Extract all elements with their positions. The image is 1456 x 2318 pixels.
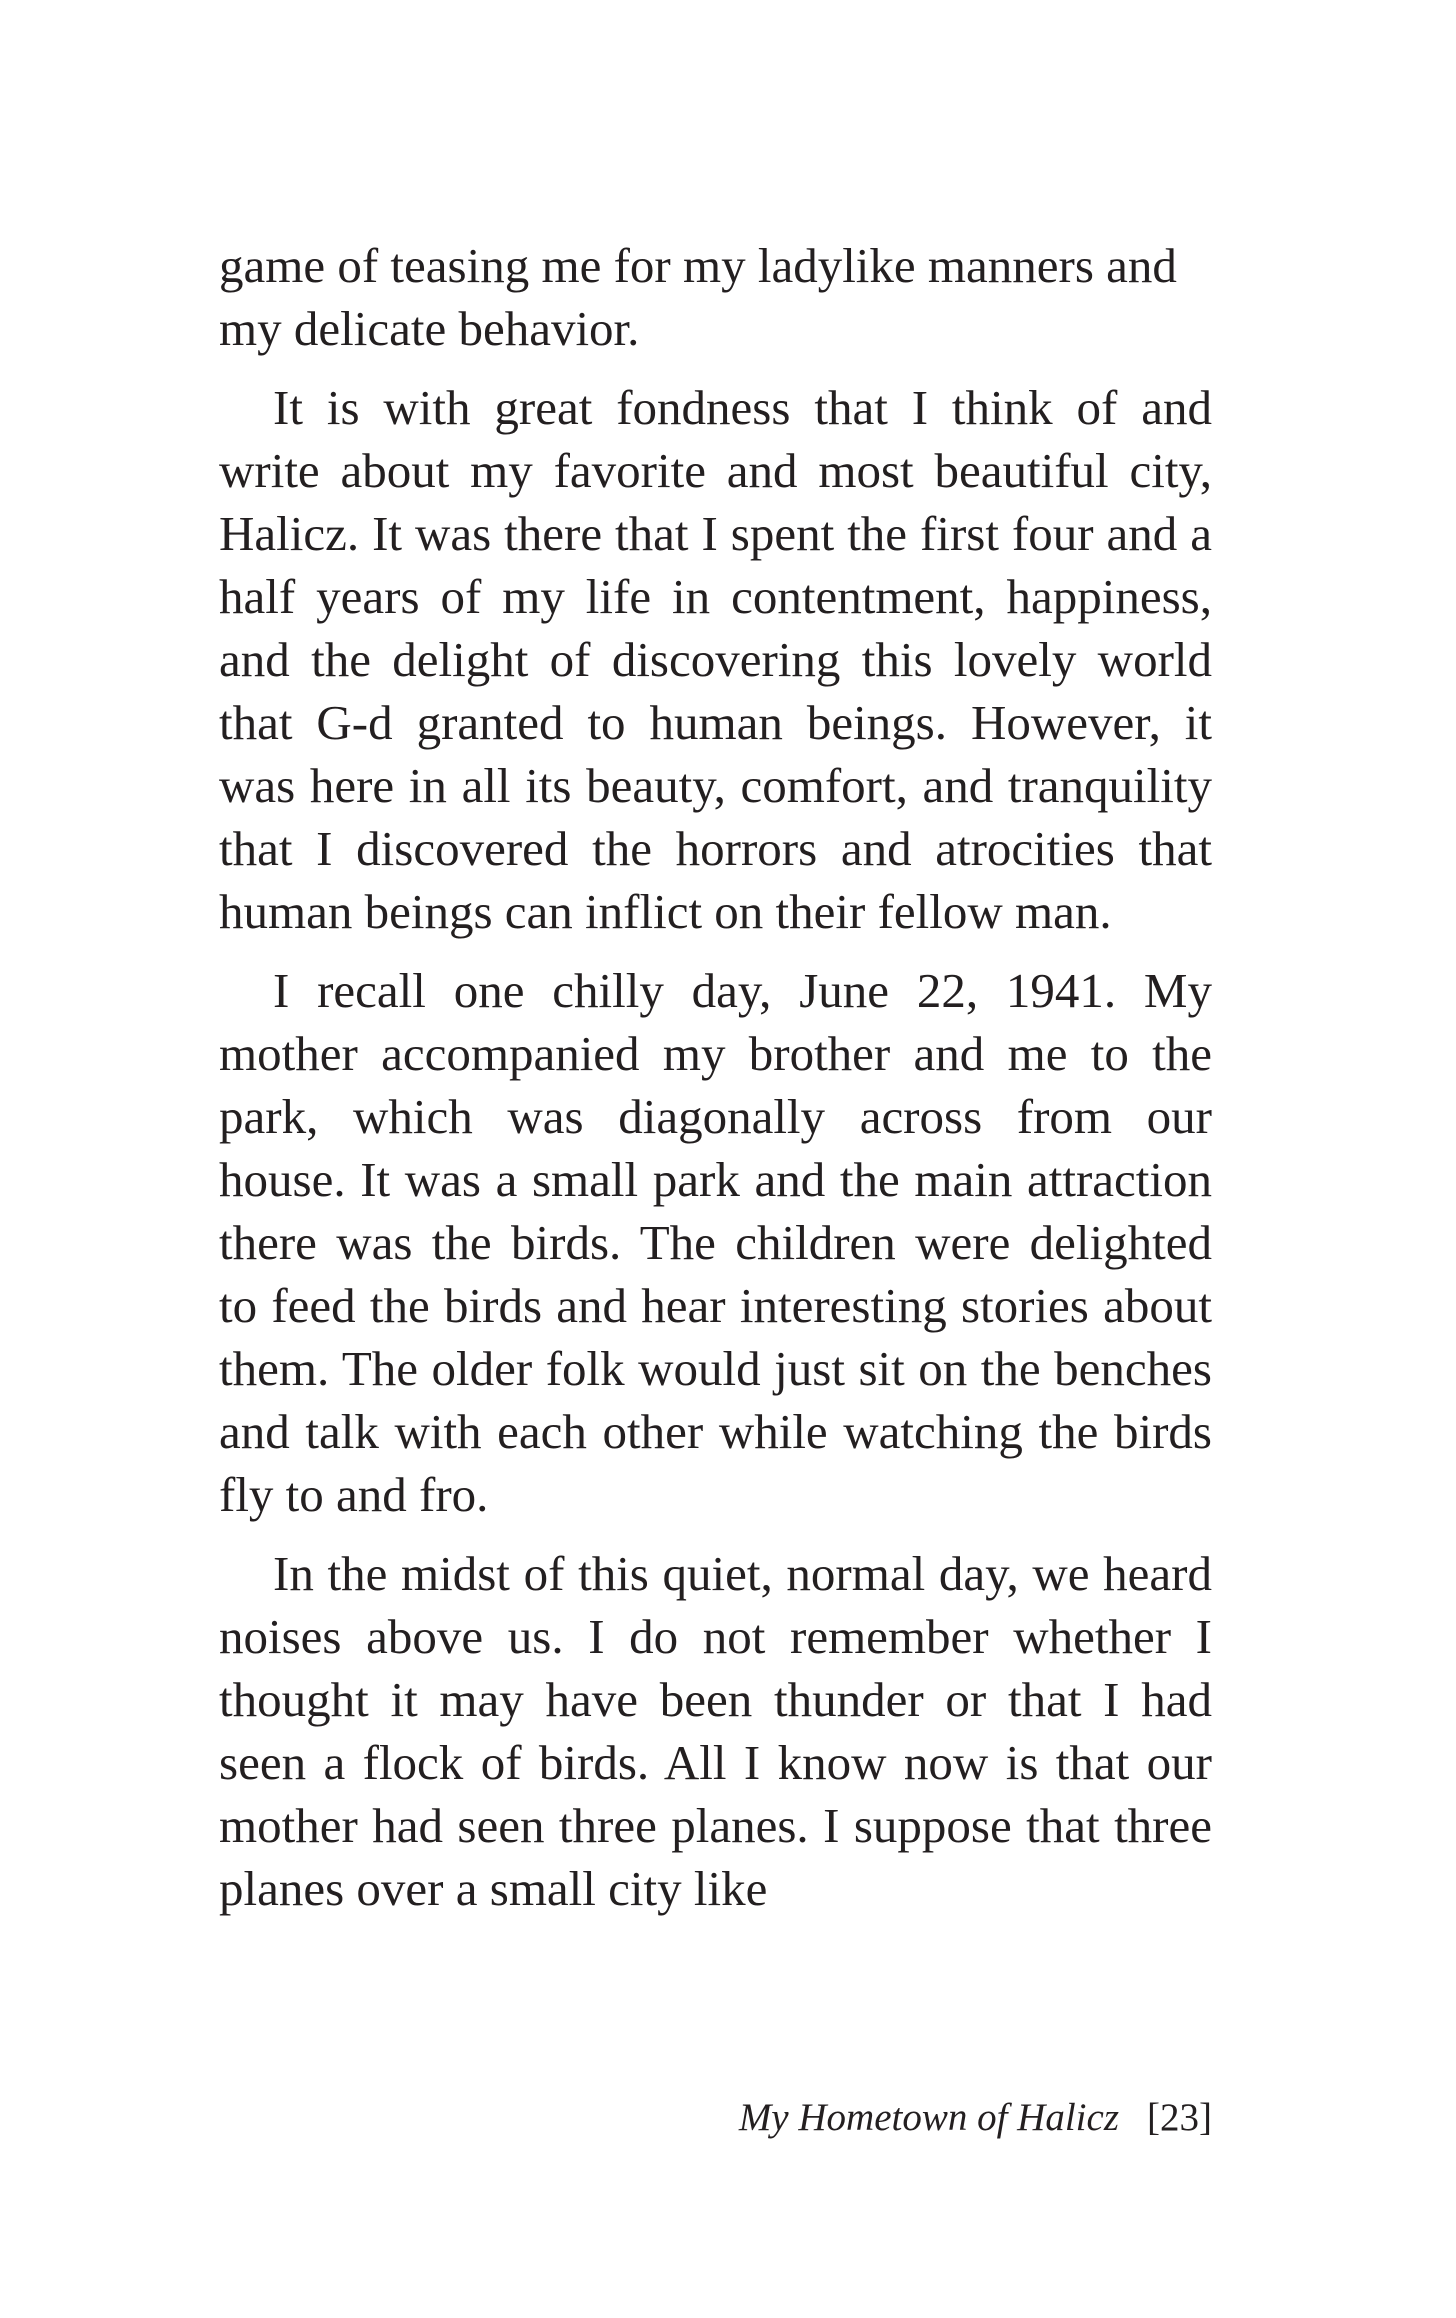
paragraph-noises-above: In the midst of this quiet, normal day, we heard noises above us. I do not remember whether I thought it may have been thunder or that I had seen a flock of birds. All I know now is that our mother had seen three planes. I suppose that three planes over a small city like (219, 1546, 1212, 1916)
paragraph-halicz-fondness: It is with great fondness that I think of and write about my favorite and most beautiful city, Halicz. It was there that I spent the first four and a half years of my life in contentment, happiness, and the delight of discovering this lovely world that G-d granted to human beings. However, it was here in all its beauty, comfort, and tranquility that I discovered the horrors and atrocities that human beings can inflict on their fellow man. (219, 380, 1212, 939)
paragraph-continued: game of teasing me for my ladylike manners and my delicate behavior. (219, 238, 1177, 356)
page-number: [23] (1147, 2096, 1212, 2139)
running-footer (739, 2091, 1212, 2145)
body-text (219, 234, 1212, 1920)
running-title: My Hometown of Halicz (738, 2096, 1120, 2139)
paragraph-park-day: I recall one chilly day, June 22, 1941. My mother accompanied my brother and me to the park, which was diagonally across from our house. It was a small park and the main attraction there was the birds. The children were delighted to feed the birds and hear interesting stories about them. The older folk would just sit on the benches and talk with each other while watching the birds fly to and fro. (219, 963, 1212, 1522)
